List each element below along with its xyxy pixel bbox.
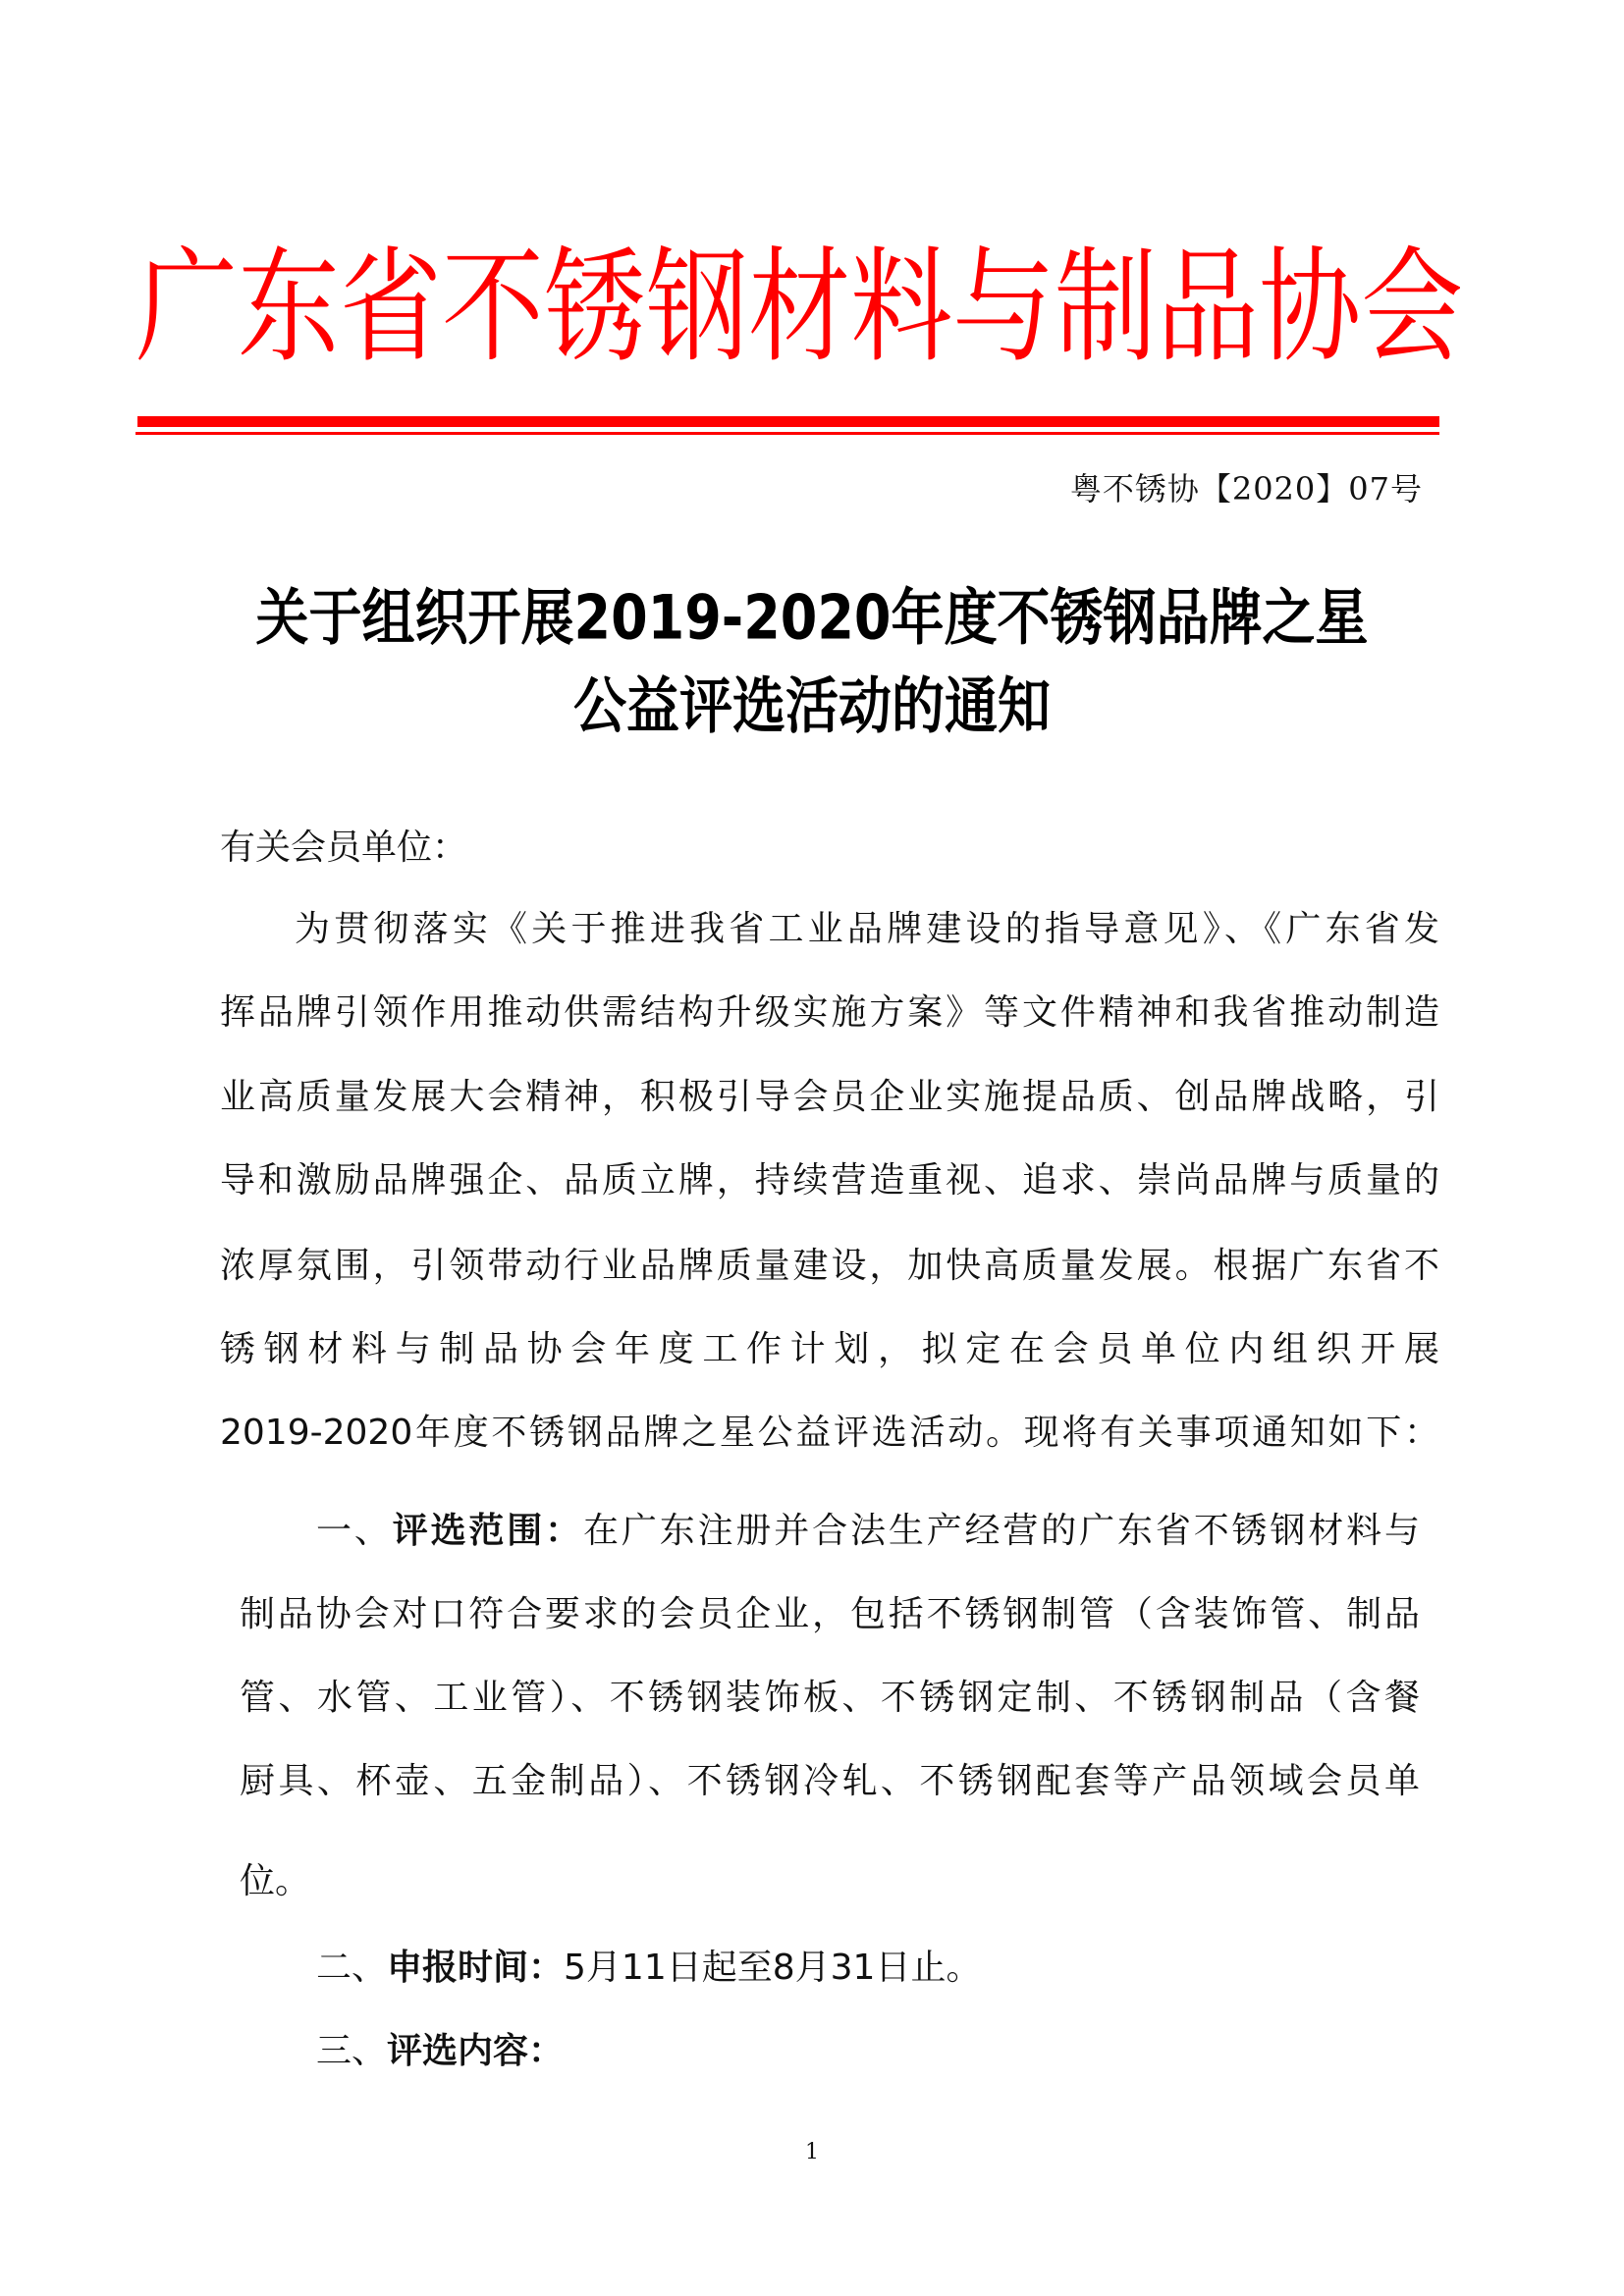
intro-line: 导和激励品牌强企、品质立牌，持续营造重视、追求、崇尚品牌与质量的	[220, 1160, 1439, 1201]
intro-line: 挥品牌引领作用推动供需结构升级实施方案》等文件精神和我省推动制造	[220, 992, 1439, 1033]
letterhead-rule-thick	[137, 416, 1439, 427]
section-1-line: 制品协会对口符合要求的会员企业，包括不锈钢制管（含装饰管、制品	[240, 1594, 1420, 1634]
letterhead-char: 广	[135, 234, 239, 380]
intro-line: 浓厚氛围，引领带动行业品牌质量建设，加快高质量发展。根据广东省不	[220, 1246, 1439, 1286]
section-3-line: 三、评选内容：	[316, 2031, 565, 2071]
letterhead-char: 制	[1055, 234, 1158, 380]
document-title-line-2: 公益评选活动的通知	[573, 670, 1051, 742]
section-2-line: 二、申报时间：5月11日起至8月31日止。	[316, 1948, 982, 1988]
letterhead-char: 钢	[646, 234, 749, 380]
letterhead-org-name	[135, 232, 1464, 380]
letterhead-char: 与	[952, 234, 1056, 380]
letterhead-char: 材	[748, 234, 851, 380]
letterhead-char: 会	[1361, 234, 1464, 380]
section-1-line: 厨具、杯壶、五金制品）、不锈钢冷轧、不锈钢配套等产品领域会员单	[240, 1761, 1420, 1801]
letterhead-char: 料	[850, 234, 953, 380]
salutation: 有关会员单位：	[220, 828, 468, 868]
letterhead-char: 不	[442, 234, 545, 380]
letterhead-rule-thin	[135, 432, 1439, 435]
section-1-heading: 评选范围：	[392, 1511, 583, 1551]
intro-line: 锈钢材料与制品协会年度工作计划，拟定在会员单位内组织开展	[220, 1329, 1439, 1369]
section-3-heading: 评选内容：	[387, 2031, 565, 2071]
page-number: 1	[805, 2140, 819, 2164]
letterhead-char: 省	[340, 234, 443, 380]
section-1-line: 位。	[240, 1861, 311, 1901]
intro-line: 2019-2020年度不锈钢品牌之星公益评选活动。现将有关事项通知如下：	[220, 1413, 1439, 1453]
letterhead-char: 东	[238, 234, 341, 380]
document-number: 粤不锈协【2020】07号	[1069, 470, 1423, 507]
intro-line: 为贯彻落实《关于推进我省工业品牌建设的指导意见》、《广东省发	[295, 909, 1439, 949]
section-1-line: 管、水管、工业管）、不锈钢装饰板、不锈钢定制、不锈钢制品（含餐	[240, 1678, 1420, 1718]
letterhead-char: 协	[1259, 234, 1362, 380]
letterhead-char: 锈	[544, 234, 647, 380]
section-1-line-1: 一、评选范围：在广东注册并合法生产经营的广东省不锈钢材料与	[316, 1511, 1420, 1551]
section-2-heading: 申报时间：	[387, 1948, 565, 1988]
letterhead-char: 品	[1157, 234, 1260, 380]
document-title-line-1: 关于组织开展2019-2020年度不锈钢品牌之星	[255, 582, 1369, 654]
intro-line: 业高质量发展大会精神，积极引导会员企业实施提品质、创品牌战略，引	[220, 1077, 1439, 1117]
